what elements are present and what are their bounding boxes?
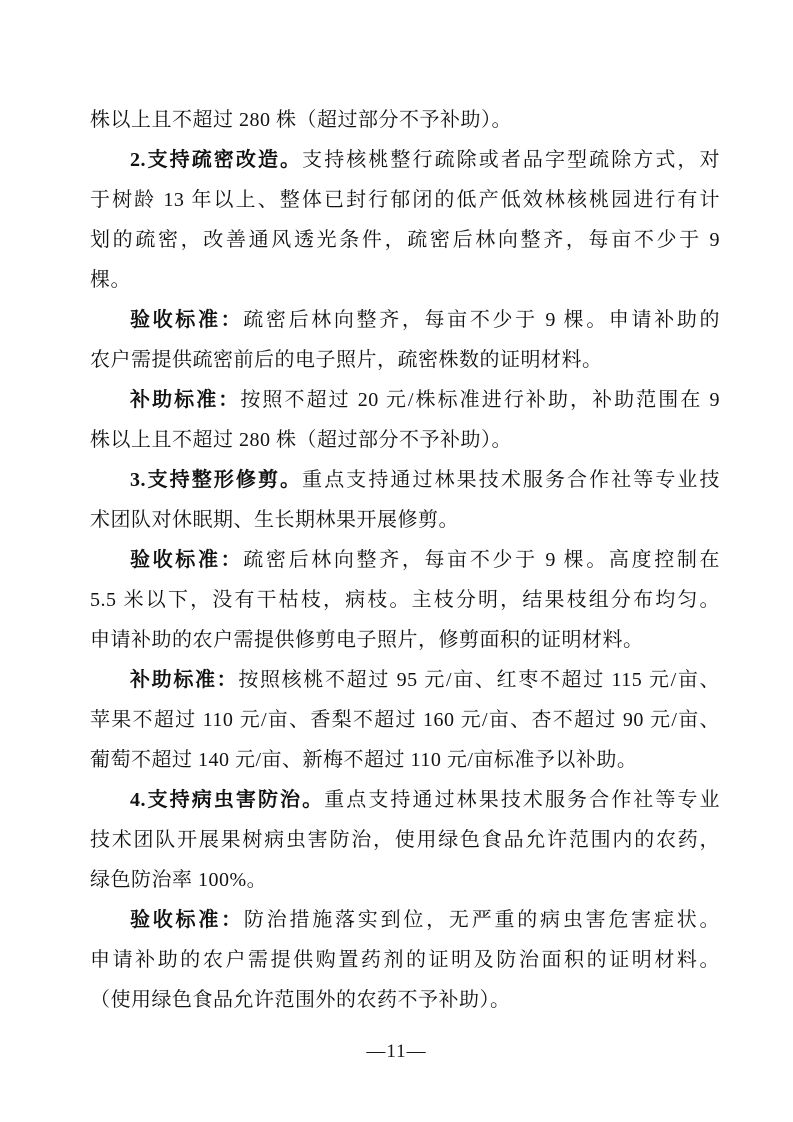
text-body [90, 100, 720, 1020]
text-line [90, 420, 720, 460]
text-line [90, 780, 720, 820]
body-text: 按照不超过 20 元/株标准进行补助，补助范围在 9 [240, 389, 720, 411]
body-text: 株以上且不超过 280 株（超过部分不予补助）。 [90, 109, 512, 131]
text-line [90, 740, 720, 780]
text-line [90, 940, 720, 980]
body-text: 于树龄 13 年以上、整体已封行郁闭的低产低效林核桃园进行有计 [90, 189, 720, 211]
body-text: 绿色防治率 100%。 [90, 869, 268, 891]
bold-lead-text: 补助标准： [130, 389, 241, 411]
body-text: 苹果不超过 110 元/亩、香梨不超过 160 元/亩、杏不超过 90 元/亩、 [90, 709, 720, 731]
paragraph [90, 900, 720, 1020]
body-text: 术团队对休眠期、生长期林果开展修剪。 [90, 509, 459, 531]
paragraph [90, 300, 720, 380]
body-text: 申请补助的农户需提供购置药剂的证明及防治面积的证明材料。 [90, 949, 720, 971]
text-line [90, 100, 720, 140]
body-text: 技术团队开展果树病虫害防治，使用绿色食品允许范围内的农药， [90, 829, 720, 851]
text-line [90, 180, 720, 220]
bold-lead-text: 验收标准： [130, 909, 244, 931]
text-line [90, 540, 720, 580]
text-line [90, 380, 720, 420]
paragraph [90, 780, 720, 900]
paragraph [90, 460, 720, 540]
paragraph [90, 140, 720, 300]
paragraph [90, 380, 720, 460]
body-text: （使用绿色食品允许范围外的农药不予补助）。 [90, 989, 511, 1011]
body-text: 按照核桃不超过 95 元/亩、红枣不超过 115 元/亩、 [238, 669, 720, 691]
text-line [90, 300, 720, 340]
text-line [90, 260, 720, 300]
body-text: 划的疏密，改善通风透光条件，疏密后林向整齐，每亩不少于 9 [90, 229, 720, 251]
page-number: —11— [366, 1041, 427, 1062]
text-line [90, 820, 720, 860]
bold-lead-text: 验收标准： [130, 549, 244, 571]
paragraph [90, 660, 720, 780]
text-line [90, 860, 720, 900]
bold-lead-text: 补助标准： [130, 669, 239, 691]
text-line [90, 580, 720, 620]
body-text: 5.5 米以下，没有干枯枝，病枝。主枝分明，结果枝组分布均匀。 [90, 589, 720, 611]
body-text: 重点支持通过林果技术服务合作社等专业 [324, 789, 720, 811]
body-text: 申请补助的农户需提供修剪电子照片，修剪面积的证明材料。 [90, 629, 644, 651]
body-text: 防治措施落实到位，无严重的病虫害危害症状。 [243, 909, 720, 931]
text-line [90, 660, 720, 700]
paragraph [90, 540, 720, 660]
body-text: 疏密后林向整齐，每亩不少于 9 棵。高度控制在 [243, 549, 720, 571]
text-line [90, 500, 720, 540]
body-text: 农户需提供疏密前后的电子照片，疏密株数的证明材料。 [90, 349, 603, 371]
body-text: 疏密后林向整齐，每亩不少于 9 棵。申请补助的 [243, 309, 720, 331]
text-line [90, 900, 720, 940]
text-line [90, 340, 720, 380]
text-line [90, 980, 720, 1020]
body-text: 支持核桃整行疏除或者品字型疏除方式，对 [302, 149, 720, 171]
text-line [90, 700, 720, 740]
bold-lead-text: 3.支持整形修剪。 [130, 469, 303, 491]
bold-lead-text: 2.支持疏密改造。 [130, 149, 303, 171]
body-text: 葡萄不超过 140 元/亩、新梅不超过 110 元/亩标准予以补助。 [90, 749, 638, 771]
body-text: 棵。 [90, 269, 131, 291]
bold-lead-text: 4.支持病虫害防治。 [130, 789, 325, 811]
text-line [90, 140, 720, 180]
body-text: 株以上且不超过 280 株（超过部分不予补助）。 [90, 429, 512, 451]
text-line [90, 620, 720, 660]
text-line [90, 460, 720, 500]
bold-lead-text: 验收标准： [130, 309, 244, 331]
body-text: 重点支持通过林果技术服务合作社等专业技 [302, 469, 720, 491]
text-line [90, 220, 720, 260]
paragraph [90, 100, 720, 140]
